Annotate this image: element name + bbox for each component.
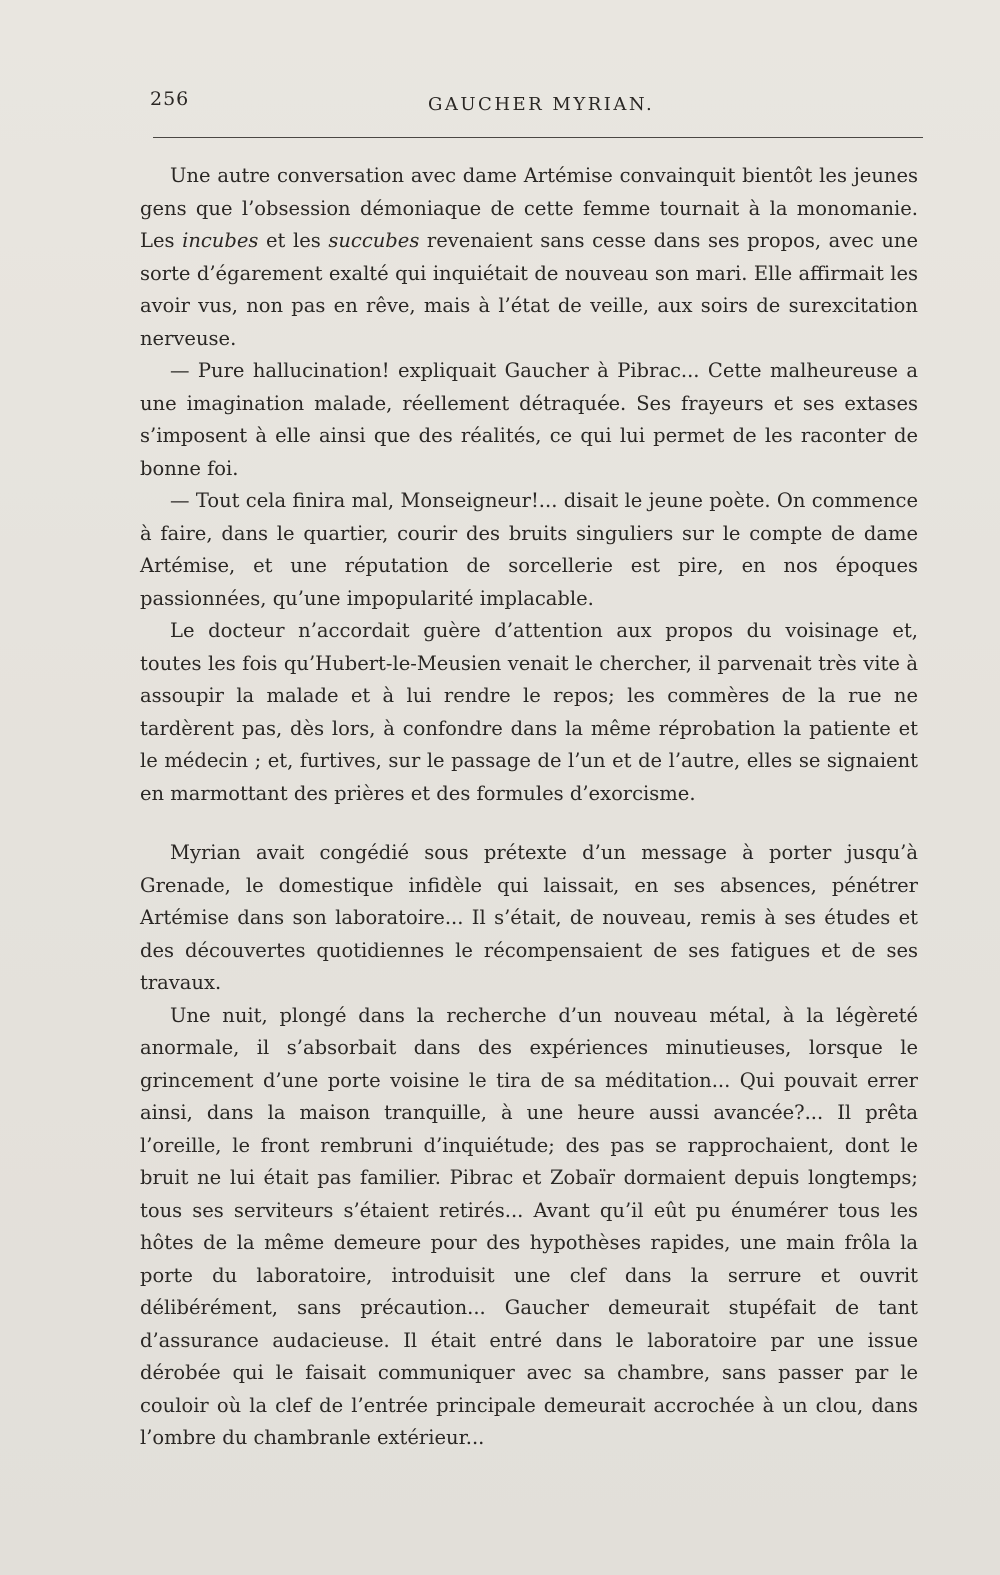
paragraph-6: Une nuit, plongé dans la recherche d’un nouveau métal, à la légèreté anormale, il s’absorbait dans des expériences minutieuses, lorsque le grincement d’une porte voisine le tira de sa méditation... Qui pouvait errer ainsi, dans la maison tranquille, à une heure aussi avancée?... Il prêta l’oreille, le front rembruni d’inquiétude; des pas se rapprochaient, dont le bruit ne lui était pas familier. Pibrac et Zobaïr dormaient depuis longtemps; tous ses serviteurs s’étaient retirés... Avant qu’il eût pu énumérer tous les hôtes de la même demeure pour des hypothèses rapides, une main frôla la porte du laboratoire, introduisit une clef dans la serrure et ouvrit délibérément, sans précaution... Gaucher demeurait stupéfait de tant d’assurance audacieuse. Il était entré dans le laboratoire par une issue dérobée qui le faisait communiquer avec sa chambre, sans passer par le couloir où la clef de l’entrée principale demeurait accrochée à un clou, dans l’ombre du chambranle extérieur... [140,1003,918,1449]
italic-incubes: incubes [182,229,259,252]
paragraph-4: Le docteur n’accordait guère d’attention aux propos du voisinage et, toutes les fois qu’Hubert-le-Meusien venait le chercher, il parvenait très vite à assoupir la malade et à lui rendre le repos; les commères de la rue ne tardèrent pas, dès lors, à confondre dans la même réprobation la patiente et le médecin ; et, furtives, sur le passage de l’un et de l’autre, elles se signaient en marmottant des prières et des formules d’exorcisme. [140,619,918,805]
running-title: GAUCHER MYRIAN. [428,94,655,115]
paragraph-5: Myrian avait congédié sous prétexte d’un message à porter jusqu’à Grenade, le domestique infidèle qui laissait, en ses absences, pénétrer Artémise dans son laboratoire... Il s’était, de nouveau, remis à ses études et des découvertes quotidiennes le récompensaient de ses fatigues et de ses travaux. [140,841,918,994]
body-text [140,160,918,1455]
page-number: 256 [150,88,190,110]
paragraph-3: — Tout cela finira mal, Monseigneur!... disait le jeune poète. On commence à faire, dans le quartier, courir des bruits singuliers sur le compte de dame Artémise, et une réputation de sorcellerie est pire, en nos époques passionnées, qu’une impopularité implacable. [140,489,918,610]
paragraph-1: Une autre conversation avec dame Artémise convainquit bientôt les jeunes gens que l’obsession démoniaque de cette femme tournait à la monomanie. Les incubes et les succubes revenaient sans cesse dans ses propos, avec une sorte d’égarement exalté qui inquiétait de nouveau son mari. Elle affirmait les avoir vus, non pas en rêve, mais à l’état de veille, aux soirs de surexcitation nerveuse. [140,164,918,350]
italic-succubes: succubes [328,229,420,252]
header-rule [153,137,923,138]
paragraph-2: — Pure hallucination! expliquait Gaucher à Pibrac... Cette malheureuse a une imagination malade, réellement détraquée. Ses frayeurs et ses extases s’imposent à elle ainsi que des réalités, ce qui lui permet de les raconter de bonne foi. [140,359,918,480]
page-header [150,88,920,128]
